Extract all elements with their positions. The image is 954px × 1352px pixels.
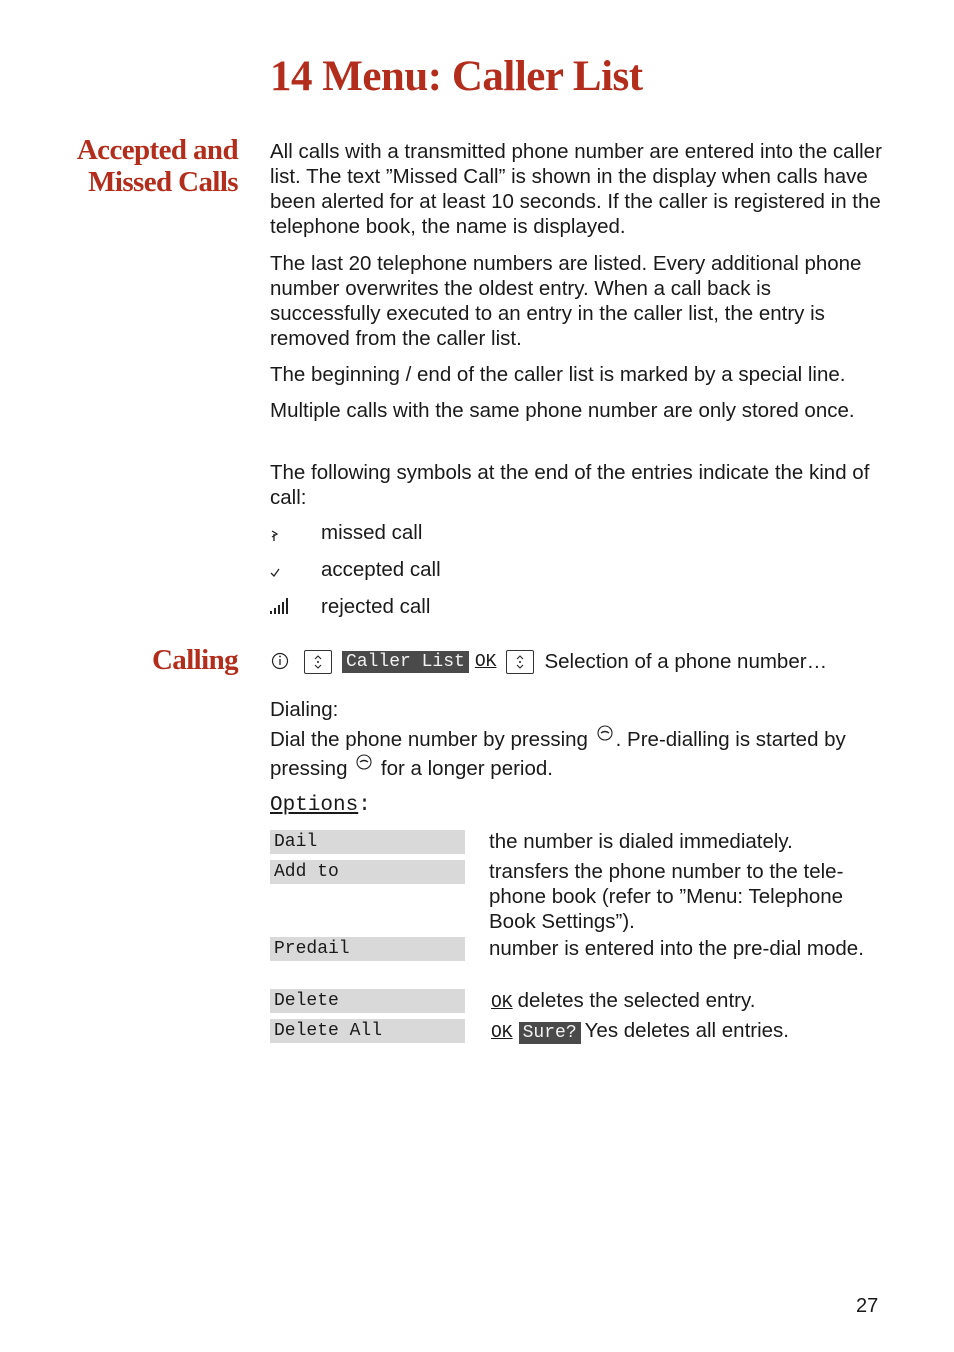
heading-line-2: Missed Calls <box>88 166 238 198</box>
display-caller-list: Caller List <box>342 651 469 673</box>
option-predail[interactable]: Predail <box>270 937 465 961</box>
off-hook-key-icon <box>355 752 373 770</box>
info-icon <box>270 650 294 674</box>
option-delete-all[interactable]: Delete All <box>270 1019 465 1043</box>
options-label-colon: : <box>358 794 371 817</box>
option-delete-all-text: Yes deletes all entries. <box>584 1019 789 1042</box>
paragraph-3: The beginning / end of the caller list is marked by a special line. <box>270 363 846 386</box>
display-sure: Sure? <box>519 1022 581 1044</box>
up-down-key-icon[interactable] <box>506 650 534 674</box>
paragraph-1: All calls with a transmitted phone number are entered into the caller list. The text ”Missed Call” is shown in the display when calls have been alerted for at least 10 seconds. If the caller is registered in the telephone book, the name is displayed. <box>270 140 882 238</box>
dialing-part-3: for a longer period. <box>380 757 553 780</box>
option-dail-desc: the number is dialed immediately. <box>489 830 793 853</box>
options-label <box>270 794 371 817</box>
ok-softkey[interactable]: OK <box>491 1023 513 1043</box>
dialing-text <box>270 723 880 781</box>
ok-softkey[interactable]: OK <box>491 993 513 1013</box>
missed-call-icon <box>270 520 294 546</box>
section-heading-accepted-missed <box>77 134 238 198</box>
option-delete-all-desc <box>489 1018 889 1044</box>
selection-text: Selection of a phone number… <box>544 650 828 673</box>
option-add-to[interactable]: Add to <box>270 860 465 884</box>
paragraph-4: Multiple calls with the same phone number are only stored once. <box>270 399 855 422</box>
page-title: 14 Menu: Caller List <box>270 53 643 100</box>
section-heading-calling: Calling <box>151 644 238 676</box>
paragraph-5: The following symbols at the end of the entries indicate the kind of call: <box>270 461 870 509</box>
option-delete-desc <box>489 988 889 1014</box>
calling-sequence <box>270 648 890 676</box>
ok-softkey[interactable]: OK <box>474 652 497 672</box>
option-dail[interactable]: Dail <box>270 830 465 854</box>
symbol-label: missed call <box>321 521 423 544</box>
rejected-call-icon <box>270 594 294 620</box>
option-add-to-desc: transfers the phone number to the tele-phone book (refer to ”Menu: Telephone Book Settings”). <box>489 860 844 933</box>
option-delete[interactable]: Delete <box>270 989 465 1013</box>
off-hook-key-icon <box>596 723 614 741</box>
page-number: 27 <box>856 1295 879 1317</box>
dialing-part-1: Dial the phone number by pressing <box>270 728 588 751</box>
option-predail-desc: number is entered into the pre-dial mode. <box>489 937 864 960</box>
dialing-heading: Dialing: <box>270 698 339 721</box>
paragraph-2: The last 20 telephone numbers are listed. Every additional phone number overwrites the oldest entry. When a call back is successfully executed to an entry in the caller list, the entry is removed from the caller list. <box>270 252 862 350</box>
dialing-part-2: . Pre-dialling is started by pressing <box>270 728 846 780</box>
heading-line-1: Accepted and <box>76 134 238 166</box>
symbol-label: accepted call <box>321 558 441 581</box>
options-label-text: Options <box>270 794 359 817</box>
symbol-label: rejected call <box>321 595 431 618</box>
accepted-call-icon <box>270 557 294 583</box>
up-down-key-icon[interactable] <box>304 650 332 674</box>
option-delete-text: deletes the selected entry. <box>517 989 756 1012</box>
